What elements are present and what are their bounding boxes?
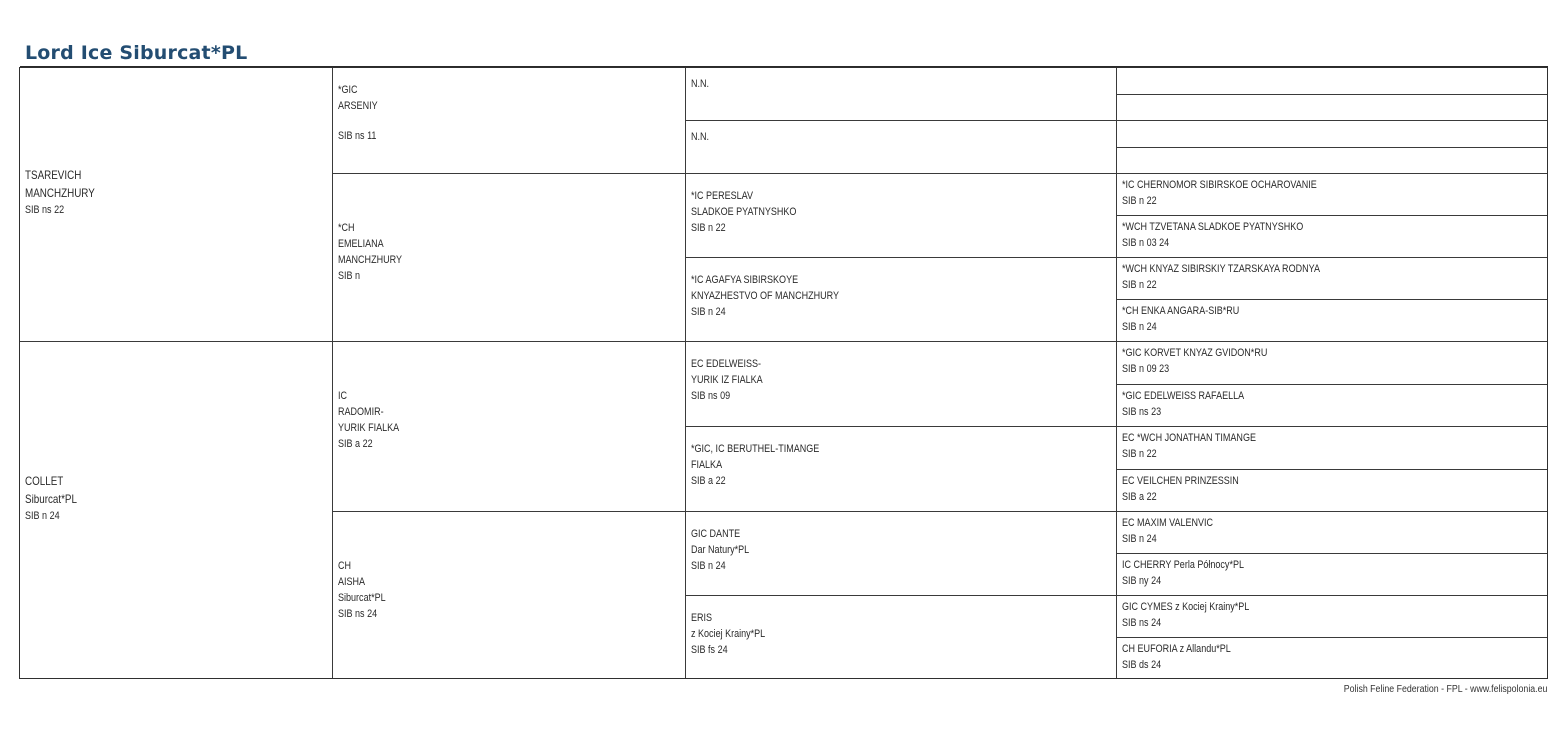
g5-line-1: EC EDELWEISS- [691, 358, 762, 370]
gp3-line-4: SIB a 22 [338, 438, 373, 450]
great-grandparent-cell-1 [685, 67, 1116, 120]
page-title: Lord Ice Siburcat*PL [25, 42, 248, 64]
gg-grandparent-cell-1 [1116, 67, 1548, 94]
h10-line-1: *GIC EDELWEISS RAFAELLA [1122, 390, 1245, 402]
g7-line-2: Dar Natury*PL [691, 544, 750, 556]
gp4-line-4: SIB ns 24 [338, 608, 378, 620]
h7-line-1: *WCH KNYAZ SIBIRSKIY TZARSKAYA RODNYA [1122, 263, 1320, 275]
footer-credit: Polish Feline Federation - FPL - www.felispolonia.eu [1343, 684, 1547, 695]
g8-line-1: ERIS [691, 612, 713, 624]
gp2-line-4: SIB n [338, 270, 361, 282]
gp2-line-1: *CH [338, 222, 355, 234]
g6-line-3: SIB a 22 [691, 475, 726, 487]
grandparent-cell-4 [332, 511, 685, 679]
sire-line-1: TSAREVICH [25, 168, 82, 182]
gg-grandparent-cell-7 [1116, 257, 1548, 299]
h16-line-2: SIB ds 24 [1122, 659, 1162, 671]
g6-line-2: FIALKA [691, 459, 723, 471]
great-grandparent-cell-8 [685, 595, 1116, 679]
g3-line-1: *IC PERESLAV [691, 190, 753, 202]
h9-line-1: *GIC KORVET KNYAZ GVIDON*RU [1122, 347, 1268, 359]
gg-grandparent-cell-5 [1116, 173, 1548, 215]
dam-line-2: Siburcat*PL [25, 492, 77, 506]
g3-line-3: SIB n 22 [691, 222, 726, 234]
g5-line-3: SIB ns 09 [691, 390, 731, 402]
g4-line-3: SIB n 24 [691, 306, 726, 318]
h8-line-1: *CH ENKA ANGARA-SIB*RU [1122, 305, 1240, 317]
pedigree-table [19, 67, 1548, 679]
h10-line-2: SIB ns 23 [1122, 406, 1162, 418]
gg-grandparent-cell-4 [1116, 147, 1548, 173]
g8-line-2: z Kociej Krainy*PL [691, 628, 766, 640]
gg-grandparent-cell-15 [1116, 595, 1548, 637]
great-grandparent-cell-4 [685, 257, 1116, 341]
h6-line-2: SIB n 03 24 [1122, 237, 1170, 249]
g4-line-1: *IC AGAFYA SIBIRSKOYE [691, 274, 799, 286]
gg-grandparent-cell-11 [1116, 426, 1548, 469]
h11-line-2: SIB n 22 [1122, 448, 1157, 460]
h9-line-2: SIB n 09 23 [1122, 363, 1170, 375]
h15-line-2: SIB ns 24 [1122, 617, 1162, 629]
great-grandparent-cell-3 [685, 173, 1116, 257]
gg-grandparent-cell-2 [1116, 94, 1548, 120]
gp1-line-1: *GIC [338, 84, 358, 96]
h12-line-1: EC VEILCHEN PRINZESSIN [1122, 475, 1239, 487]
dam-cell [19, 341, 332, 679]
gg-grandparent-cell-16 [1116, 637, 1548, 679]
gp4-line-3: Siburcat*PL [338, 592, 386, 604]
h5-line-1: *IC CHERNOMOR SIBIRSKOE OCHAROVANIE [1122, 179, 1317, 191]
gg-grandparent-cell-13 [1116, 511, 1548, 553]
sire-line-3: SIB ns 22 [25, 204, 65, 216]
great-grandparent-cell-5 [685, 341, 1116, 426]
h15-line-1: GIC CYMES z Kociej Krainy*PL [1122, 601, 1250, 613]
h8-line-2: SIB n 24 [1122, 321, 1157, 333]
gp2-line-2: EMELIANA [338, 238, 384, 250]
gg-grandparent-cell-12 [1116, 469, 1548, 511]
grandparent-cell-2 [332, 173, 685, 341]
h7-line-2: SIB n 22 [1122, 279, 1157, 291]
gg-grandparent-cell-8 [1116, 299, 1548, 341]
gp4-line-1: CH [338, 560, 352, 572]
h6-line-1: *WCH TZVETANA SLADKOE PYATNYSHKO [1122, 221, 1304, 233]
gp3-line-2: RADOMIR- [338, 406, 384, 418]
gg-grandparent-cell-9 [1116, 341, 1548, 384]
gg-grandparent-cell-3 [1116, 120, 1548, 147]
g4-line-2: KNYAZHESTVO OF MANCHZHURY [691, 290, 840, 302]
gp1-line-3: SIB ns 11 [338, 130, 377, 142]
h14-line-1: IC CHERRY Perla Północy*PL [1122, 559, 1245, 571]
gg-grandparent-cell-6 [1116, 215, 1548, 257]
gp2-line-3: MANCHZHURY [338, 254, 402, 266]
great-grandparent-cell-2 [685, 120, 1116, 173]
dam-line-1: COLLET [25, 474, 64, 488]
grandparent-cell-1 [332, 67, 685, 173]
h16-line-1: CH EUFORIA z Allandu*PL [1122, 643, 1231, 655]
g2-line-1: N.N. [691, 131, 710, 143]
g7-line-3: SIB n 24 [691, 560, 726, 572]
gg-grandparent-cell-10 [1116, 384, 1548, 426]
gg-grandparent-cell-14 [1116, 553, 1548, 595]
great-grandparent-cell-6 [685, 426, 1116, 511]
gp3-line-1: IC [338, 390, 348, 402]
h11-line-1: EC *WCH JONATHAN TIMANGE [1122, 432, 1256, 444]
h13-line-1: EC MAXIM VALENVIC [1122, 517, 1214, 529]
g5-line-2: YURIK IZ FIALKA [691, 374, 763, 386]
grandparent-cell-3 [332, 341, 685, 511]
sire-line-2: MANCHZHURY [25, 186, 95, 200]
h13-line-2: SIB n 24 [1122, 533, 1157, 545]
h14-line-2: SIB ny 24 [1122, 575, 1162, 587]
g7-line-1: GIC DANTE [691, 528, 741, 540]
gp4-line-2: AISHA [338, 576, 366, 588]
gp1-line-2: ARSENIY [338, 100, 378, 112]
g6-line-1: *GIC, IC BERUTHEL-TIMANGE [691, 443, 820, 455]
g3-line-2: SLADKOE PYATNYSHKO [691, 206, 797, 218]
g8-line-3: SIB fs 24 [691, 644, 728, 656]
sire-cell [19, 67, 332, 341]
great-grandparent-cell-7 [685, 511, 1116, 595]
g1-line-1: N.N. [691, 78, 710, 90]
h12-line-2: SIB a 22 [1122, 491, 1157, 503]
gp3-line-3: YURIK FIALKA [338, 422, 400, 434]
h5-line-2: SIB n 22 [1122, 195, 1157, 207]
dam-line-3: SIB n 24 [25, 510, 60, 522]
